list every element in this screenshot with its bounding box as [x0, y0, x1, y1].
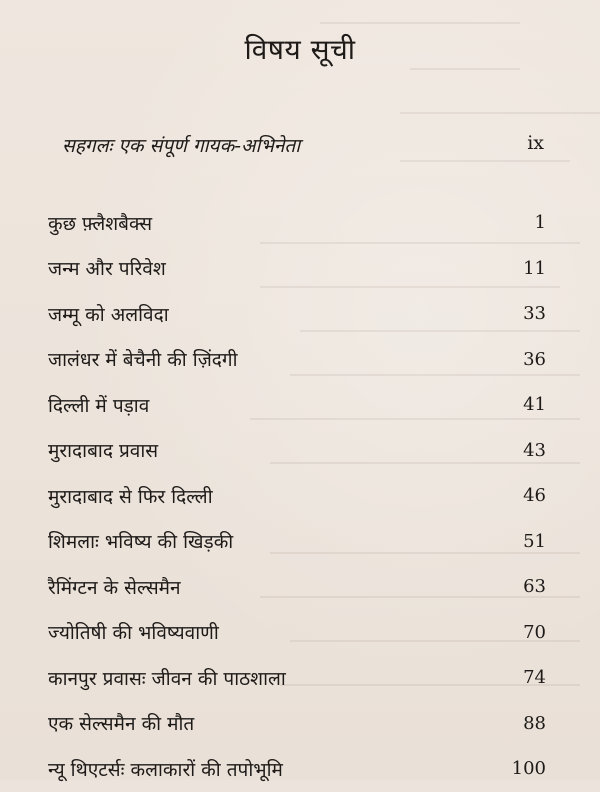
page-title: विषय सूची	[244, 33, 356, 66]
toc-entry-page: 63	[523, 576, 546, 598]
table-of-contents	[48, 200, 546, 792]
toc-entry-label: जालंधर में बेचैनी की ज़िंदगी	[48, 349, 238, 372]
toc-entry-page: 46	[523, 485, 546, 507]
toc-entry-label: रैमिंग्टन के सेल्समैन	[48, 576, 181, 599]
toc-entry-label: शिमलाः भविष्य की खिड़की	[48, 531, 234, 554]
toc-entry	[48, 519, 546, 565]
intro-entry-page: ix	[527, 132, 544, 154]
toc-entry-page: 41	[523, 394, 546, 416]
toc-entry-page: 88	[523, 712, 546, 734]
toc-entry-page: 70	[523, 621, 546, 643]
toc-entry-page: 11	[523, 257, 546, 279]
toc-entry	[48, 291, 546, 337]
toc-entry-label: मुरादाबाद से फिर दिल्ली	[48, 485, 213, 508]
toc-entry-page: 43	[523, 439, 546, 461]
toc-entry	[48, 610, 546, 656]
toc-entry	[48, 746, 546, 792]
toc-entry-page: 33	[523, 303, 546, 325]
toc-entry-label: जम्मू को अलविदा	[48, 303, 169, 326]
toc-entry	[48, 655, 546, 701]
toc-entry	[48, 473, 546, 519]
toc-entry	[48, 564, 546, 610]
toc-entry-label: एक सेल्समैन की मौत	[48, 713, 195, 736]
toc-entry	[48, 701, 546, 747]
toc-entry-label: ज्योतिषी की भविष्यवाणी	[48, 622, 219, 645]
bleed-line	[400, 112, 600, 114]
toc-entry-page: 36	[523, 348, 546, 370]
bleed-line	[410, 68, 520, 70]
toc-entry-label: कानपुर प्रवासः जीवन की पाठशाला	[48, 667, 286, 690]
toc-entry-label: मुरादाबाद प्रवास	[48, 440, 159, 463]
intro-entry	[62, 132, 544, 158]
toc-entry-label: न्यू थिएटर्सः कलाकारों की तपोभूमि	[48, 758, 283, 781]
toc-entry	[48, 200, 546, 246]
toc-entry	[48, 246, 546, 292]
toc-entry-page: 74	[523, 667, 546, 689]
toc-entry-page: 1	[534, 212, 546, 234]
bleed-line	[400, 160, 570, 162]
toc-entry-label: दिल्ली में पड़ाव	[48, 394, 150, 417]
toc-entry	[48, 428, 546, 474]
toc-entry-page: 100	[511, 758, 546, 780]
bleed-line	[320, 22, 520, 24]
toc-entry-page: 51	[523, 530, 546, 552]
toc-entry-label: कुछ फ़्लैशबैक्स	[48, 212, 153, 235]
toc-entry	[48, 382, 546, 428]
intro-entry-label: सहगलः एक संपूर्ण गायक-अभिनेता	[62, 135, 301, 157]
toc-entry-label: जन्म और परिवेश	[48, 258, 166, 281]
toc-entry	[48, 337, 546, 383]
